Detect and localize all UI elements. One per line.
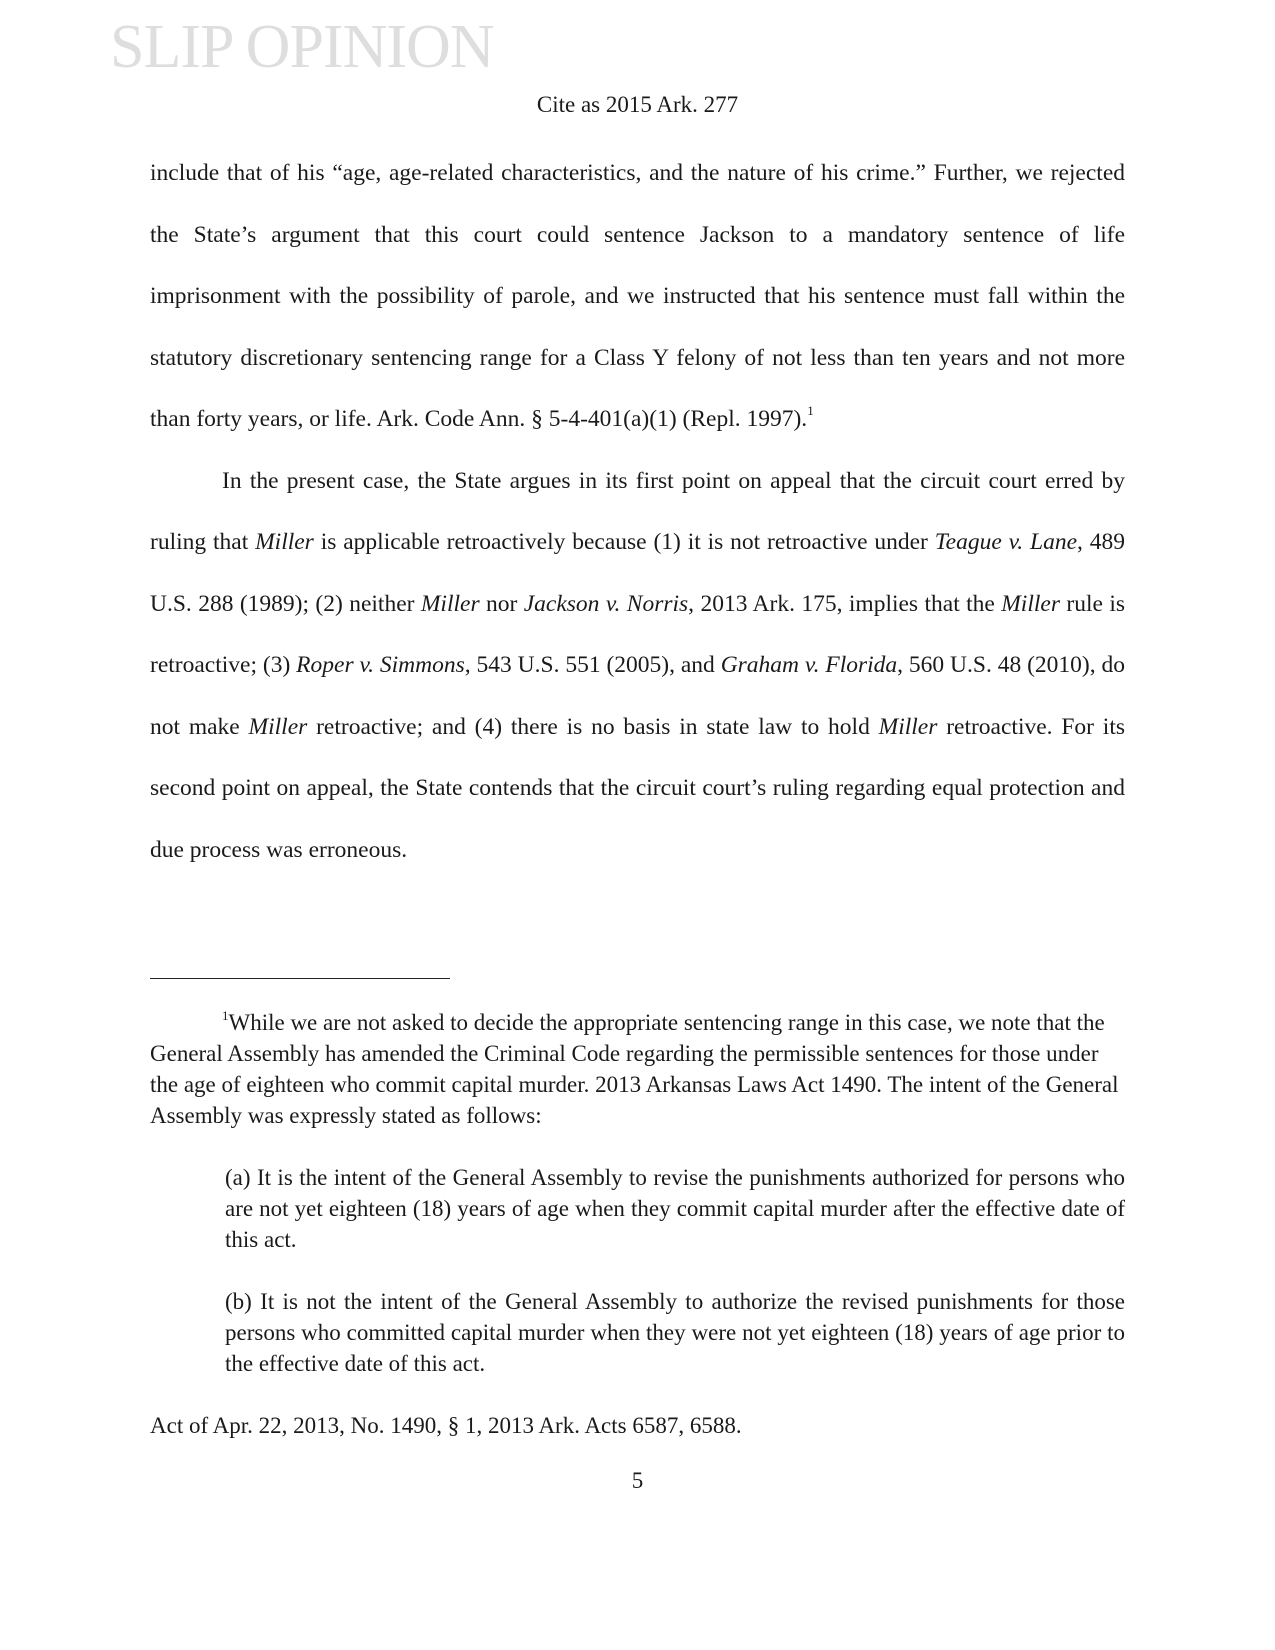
- page-number: 5: [631, 1468, 644, 1493]
- footnote-number: 1: [222, 1008, 229, 1023]
- text: , 560 U.S. 48 (2010), do not make: [150, 652, 1125, 740]
- case-name: Miller: [878, 713, 938, 740]
- footnote-intro-text: While we are not asked to decide the appropriate sentencing range in this case, we note that the General Assembly has amended the Criminal Code regarding the permissible sentences for those under the age of eighteen who commit capital murder. 2013 Arkansas Laws Act 1490. The intent of the General Assembly was expressly stated as follows:: [150, 1010, 1119, 1128]
- footnote-reference: 1: [807, 403, 814, 418]
- slip-opinion-watermark: SLIP OPINION: [110, 13, 494, 81]
- opinion-body: [150, 143, 1125, 881]
- case-name: Miller: [255, 529, 314, 555]
- text: is applicable retroactively because (1) it is not retroactive under: [313, 529, 935, 555]
- case-citation-header: Cite as 2015 Ark. 277: [536, 92, 739, 117]
- case-name: Miller: [1001, 590, 1060, 617]
- footnote-1: [150, 1007, 1125, 1441]
- text: nor: [479, 590, 524, 617]
- footnote-quote-a: (a) It is the intent of the General Assembly to revise the punishments authorized for persons who are not yet eighteen (18) years of age when they commit capital murder after the effective date of this act.: [225, 1165, 1125, 1252]
- case-name: Roper v. Simmons: [296, 652, 465, 678]
- text: , 2013 Ark. 175, implies that the: [688, 590, 1002, 617]
- footnote-separator: [150, 978, 450, 979]
- case-name: Jackson v. Norris: [523, 590, 689, 617]
- text: In the present case, the State argues in its first point on appeal that the circuit court erred by ruling that: [150, 467, 1125, 555]
- case-name: Miller: [248, 713, 308, 740]
- footnote-quote-b: (b) It is not the intent of the General Assembly to authorize the revised punishments for those persons who committed capital murder when they were not yet eighteen (18) years of age prior to the effective date of this act.: [225, 1289, 1125, 1376]
- text: , 489 U.S. 288 (1989); (2) neither: [150, 529, 1126, 617]
- text: retroactive; and (4) there is no basis in state law to hold: [307, 713, 879, 740]
- text: rule is retroactive; (3): [150, 590, 1125, 678]
- case-name: Graham v. Florida: [720, 652, 898, 678]
- footnote-citation: Act of Apr. 22, 2013, No. 1490, § 1, 2013 Ark. Acts 6587, 6588.: [150, 1413, 742, 1438]
- footnote-intro: [150, 1007, 1125, 1131]
- text: , 543 U.S. 551 (2005), and: [464, 652, 721, 678]
- paragraph-1: [150, 143, 1125, 451]
- case-name: Miller: [420, 590, 480, 617]
- paragraph-1-text: include that of his “age, age-related characteristics, and the nature of his crime.” Further, we rejected the State’s argument that this court could sentence Jackson to a mandatory sentence of life imprisonment with the possibility of parole, and we instructed that his sentence must fall within the statutory discretionary sentencing range for a Class Y felony of not less than ten years and not more than forty years, or life. Ark. Code Ann. § 5-4-401(a)(1) (Repl. 1997).: [150, 160, 1125, 432]
- text: retroactive. For its second point on appeal, the State contends that the circuit court’s ruling regarding equal protection and due process was erroneous.: [150, 713, 1126, 863]
- case-name: Teague v. Lane: [934, 529, 1078, 555]
- paragraph-2: [150, 451, 1125, 882]
